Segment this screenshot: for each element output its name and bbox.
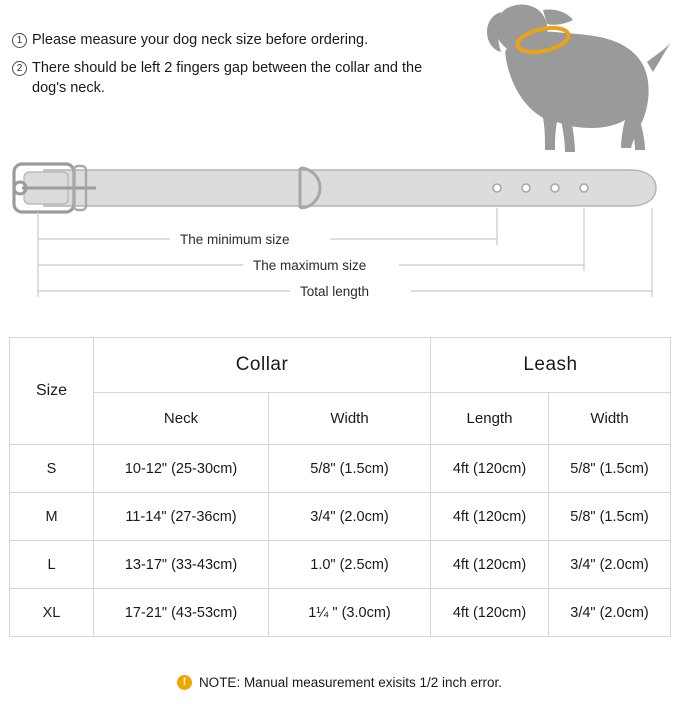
cell-leash-width: 3/4" (2.0cm)	[549, 541, 671, 589]
exclamation-icon: !	[177, 675, 192, 690]
header-size: Size	[10, 338, 94, 445]
table-row	[10, 541, 671, 589]
header-collar-width: Width	[269, 393, 431, 445]
cell-collar-width: 5/8" (1.5cm)	[269, 445, 431, 493]
cell-collar-width: 1.0" (2.5cm)	[269, 541, 431, 589]
instruction-item	[12, 58, 452, 98]
instruction-item	[12, 30, 452, 50]
header-collar: Collar	[94, 338, 431, 393]
instruction-number-icon: 1	[12, 33, 27, 48]
note-row	[0, 675, 679, 690]
dog-illustration	[443, 0, 673, 160]
cell-leash-length: 4ft (120cm)	[431, 541, 549, 589]
instructions-list	[12, 30, 452, 106]
collar-diagram	[0, 150, 679, 315]
cell-collar-neck: 10-12" (25-30cm)	[94, 445, 269, 493]
table-row	[10, 493, 671, 541]
cell-collar-neck: 11-14" (27-36cm)	[94, 493, 269, 541]
cell-leash-length: 4ft (120cm)	[431, 493, 549, 541]
instruction-text: Please measure your dog neck size before ordering.	[32, 32, 369, 48]
header-leash-length: Length	[431, 393, 549, 445]
table-row	[10, 445, 671, 493]
cell-leash-width: 3/4" (2.0cm)	[549, 589, 671, 637]
cell-leash-length: 4ft (120cm)	[431, 589, 549, 637]
cell-size: XL	[10, 589, 94, 637]
cell-leash-width: 5/8" (1.5cm)	[549, 493, 671, 541]
note-text: NOTE: Manual measurement exisits 1/2 inch error.	[198, 675, 503, 690]
cell-collar-neck: 17-21" (43-53cm)	[94, 589, 269, 637]
table-row	[10, 589, 671, 637]
instruction-number-icon: 2	[12, 61, 27, 76]
size-chart-table	[9, 337, 670, 637]
cell-size: L	[10, 541, 94, 589]
cell-leash-width: 5/8" (1.5cm)	[549, 445, 671, 493]
table-header-sub-row	[10, 393, 671, 445]
cell-leash-length: 4ft (120cm)	[431, 445, 549, 493]
header-leash-width: Width	[549, 393, 671, 445]
table-header-group-row	[10, 338, 671, 393]
cell-collar-width: 1¼ " (3.0cm)	[269, 589, 431, 637]
total-length-label: Total length	[300, 284, 370, 299]
cell-size: M	[10, 493, 94, 541]
cell-size: S	[10, 445, 94, 493]
cell-collar-width: 3/4" (2.0cm)	[269, 493, 431, 541]
min-size-label: The minimum size	[180, 232, 290, 247]
instruction-text: There should be left 2 fingers gap between the collar and the dog's neck.	[32, 60, 423, 96]
header-leash: Leash	[431, 338, 671, 393]
collar-measurement-diagram-icon	[0, 150, 679, 315]
cell-collar-neck: 13-17" (33-43cm)	[94, 541, 269, 589]
max-size-label: The maximum size	[253, 258, 367, 273]
header-collar-neck: Neck	[94, 393, 269, 445]
dog-silhouette-icon	[443, 0, 673, 160]
